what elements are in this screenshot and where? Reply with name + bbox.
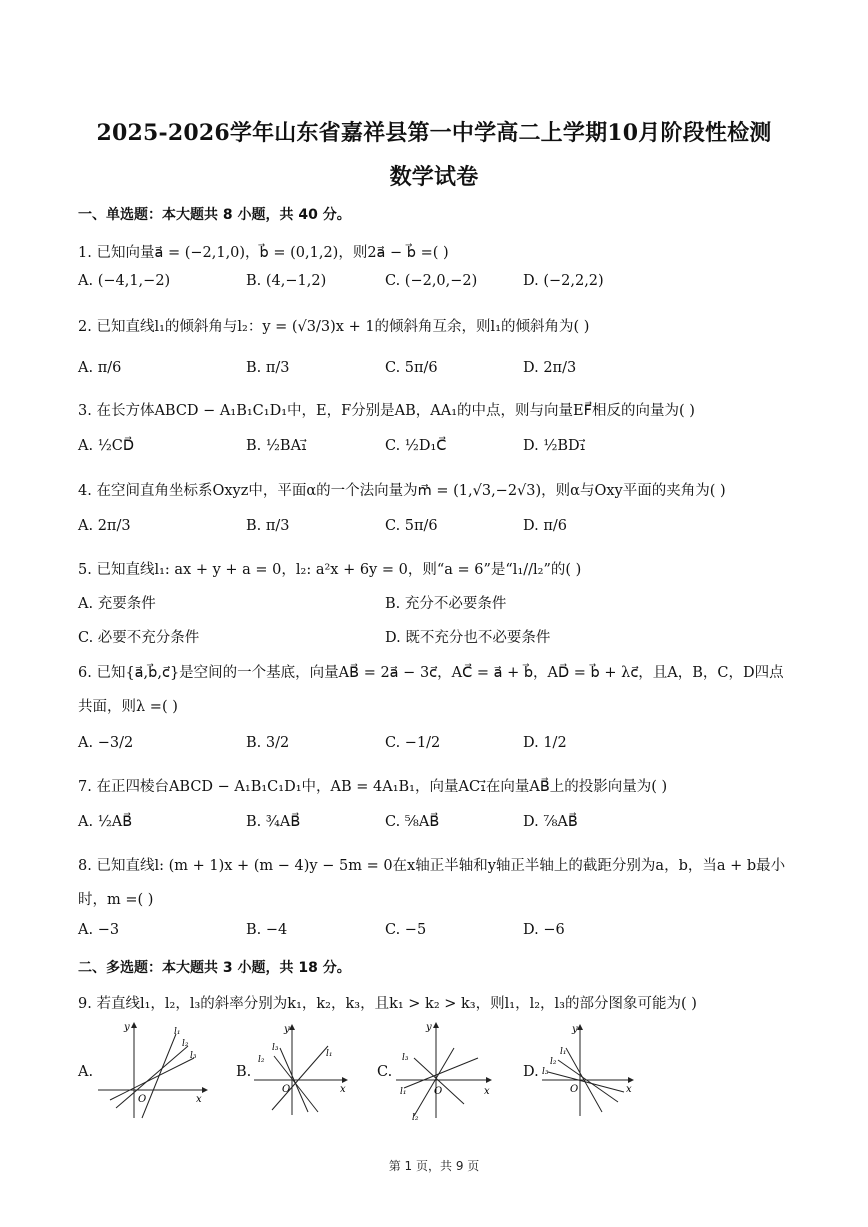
q9b-l1-label: l₁ <box>326 1049 333 1059</box>
q9d-origin-label: O <box>570 1084 579 1095</box>
question-5-stem: 5. 已知直线l₁: ax + y + a = 0，l₂: a²x + 6y = 0，则“a = 6”是“l₁//l₂”的( ) <box>78 562 582 578</box>
q2-option-c: C. 5π/6 <box>385 360 438 376</box>
q9c-l1-label: l₁ <box>400 1087 407 1097</box>
q8-option-d: D. −6 <box>523 922 565 938</box>
q9a-origin-label: O <box>138 1094 147 1105</box>
q3-option-c: C. ½D₁C⃗ <box>385 438 447 454</box>
q5-option-b: B. 充分不必要条件 <box>385 596 507 612</box>
section-single-choice: 一、单选题：本大题共 8 小题，共 40 分。 <box>78 207 351 223</box>
question-1-stem: 1. 已知向量a⃗ = (−2,1,0)，b⃗ = (0,1,2)，则2a⃗ − b⃗ =( ) <box>78 245 449 261</box>
q6-option-b: B. 3/2 <box>246 735 290 751</box>
question-7-stem: 7. 在正四棱台ABCD − A₁B₁C₁D₁中，AB = 4A₁B₁，向量AC₁⃗在向量AB⃗上的投影向量为( ) <box>78 779 668 795</box>
question-6-stem-line2: 共面，则λ =( ) <box>78 699 178 715</box>
q9d-x-label: x <box>626 1084 632 1095</box>
q8-option-c: C. −5 <box>385 922 427 938</box>
q2-option-b: B. π/3 <box>246 360 290 376</box>
page-footer: 第 1 页，共 9 页 <box>388 1159 480 1173</box>
q9-option-a-label: A. <box>78 1064 94 1080</box>
q5-option-a: A. 充要条件 <box>78 596 156 612</box>
question-8-stem-line2: 时，m =( ) <box>78 892 154 908</box>
q4-option-b: B. π/3 <box>246 518 290 534</box>
q8-option-b: B. −4 <box>246 922 288 938</box>
q9a-x-label: x <box>196 1094 202 1105</box>
exam-subtitle: 数学试卷 <box>389 164 479 190</box>
q4-option-a: A. 2π/3 <box>78 518 131 534</box>
question-2-stem: 2. 已知直线l₁的倾斜角与l₂：y = (√3/3)x + 1的倾斜角互余，则l₁的倾斜角为( ) <box>78 319 590 335</box>
q3-option-d: D. ½BD₁⃗ <box>523 438 586 454</box>
q9a-l3-label: l₃ <box>190 1051 197 1061</box>
q9d-l3-label: l₃ <box>542 1067 549 1077</box>
question-9-stem: 9. 若直线l₁，l₂，l₃的斜率分别为k₁，k₂，k₃，且k₁ > k₂ > k₃，则l₁，l₂，l₃的部分图象可能为( ) <box>78 996 697 1012</box>
q9d-l1-label: l₁ <box>560 1047 567 1057</box>
q7-option-b: B. ¾AB⃗ <box>246 814 301 830</box>
question-4-stem: 4. 在空间直角坐标系Oxyz中，平面α的一个法向量为m⃗ = (1,√3,−2√3)，则α与Oxy平面的夹角为( ) <box>78 483 726 499</box>
q9b-origin-label: O <box>282 1084 291 1095</box>
q9c-l3-label: l₃ <box>402 1053 409 1063</box>
q6-option-a: A. −3/2 <box>78 735 134 751</box>
q9d-l2-label: l₂ <box>550 1057 557 1067</box>
exam-title: 2025-2026学年山东省嘉祥县第一中学高二上学期10月阶段性检测 <box>96 120 772 146</box>
q6-option-d: D. 1/2 <box>523 735 567 751</box>
q9-graph-b <box>252 1020 352 1120</box>
question-3-stem: 3. 在长方体ABCD − A₁B₁C₁D₁中，E，F分别是AB，AA₁的中点，则与向量EF⃗相反的向量为( ) <box>78 403 695 419</box>
q1-option-d: D. (−2,2,2) <box>523 273 604 289</box>
q1-option-c: C. (−2,0,−2) <box>385 273 478 289</box>
q9-graph-c <box>394 1018 494 1122</box>
q9-graph-d <box>540 1020 640 1120</box>
q2-option-d: D. 2π/3 <box>523 360 577 376</box>
q9b-l3-label: l₃ <box>272 1043 279 1053</box>
q9b-y-label: y <box>284 1024 290 1035</box>
q9c-l2-label: l₂ <box>412 1113 419 1122</box>
q7-option-a: A. ½AB⃗ <box>78 814 133 830</box>
q9a-l1-label: l₁ <box>174 1027 181 1037</box>
question-6-stem-line1: 6. 已知{a⃗,b⃗,c⃗}是空间的一个基底，向量AB⃗ = 2a⃗ − 3c⃗，AC⃗ = a⃗ + b⃗，AD⃗ = b⃗ + λc⃗，且A，B，C，D四点 <box>78 665 784 681</box>
q6-option-c: C. −1/2 <box>385 735 441 751</box>
q2-option-a: A. π/6 <box>78 360 122 376</box>
q4-option-c: C. 5π/6 <box>385 518 438 534</box>
q9-option-d-label: D. <box>523 1064 539 1080</box>
q4-option-d: D. π/6 <box>523 518 567 534</box>
q1-option-b: B. (4,−1,2) <box>246 273 327 289</box>
q9b-l2-label: l₂ <box>258 1055 265 1065</box>
q9c-x-label: x <box>484 1086 490 1097</box>
q9c-y-label: y <box>426 1022 432 1033</box>
q9-option-c-label: C. <box>377 1064 393 1080</box>
q8-option-a: A. −3 <box>78 922 120 938</box>
question-8-stem-line1: 8. 已知直线l: (m + 1)x + (m − 4)y − 5m = 0在x轴正半轴和y轴正半轴上的截距分别为a，b，当a + b最小 <box>78 858 786 874</box>
q5-option-c: C. 必要不充分条件 <box>78 630 200 646</box>
q9-graph-a <box>96 1020 208 1120</box>
section-multiple-choice: 二、多选题：本大题共 3 小题，共 18 分。 <box>78 960 351 976</box>
q7-option-d: D. ⅞AB⃗ <box>523 814 578 830</box>
q9a-l2-label: l₂ <box>182 1039 189 1049</box>
q3-option-a: A. ½CD⃗ <box>78 438 135 454</box>
q3-option-b: B. ½BA₁⃗ <box>246 438 307 454</box>
q9c-origin-label: O <box>434 1086 443 1097</box>
q9b-x-label: x <box>340 1084 346 1095</box>
q5-option-d: D. 既不充分也不必要条件 <box>385 630 551 646</box>
q9d-y-label: y <box>572 1024 578 1035</box>
q9a-y-label: y <box>124 1022 130 1033</box>
q9-option-b-label: B. <box>236 1064 252 1080</box>
q7-option-c: C. ⅝AB⃗ <box>385 814 440 830</box>
q1-option-a: A. (−4,1,−2) <box>78 273 171 289</box>
